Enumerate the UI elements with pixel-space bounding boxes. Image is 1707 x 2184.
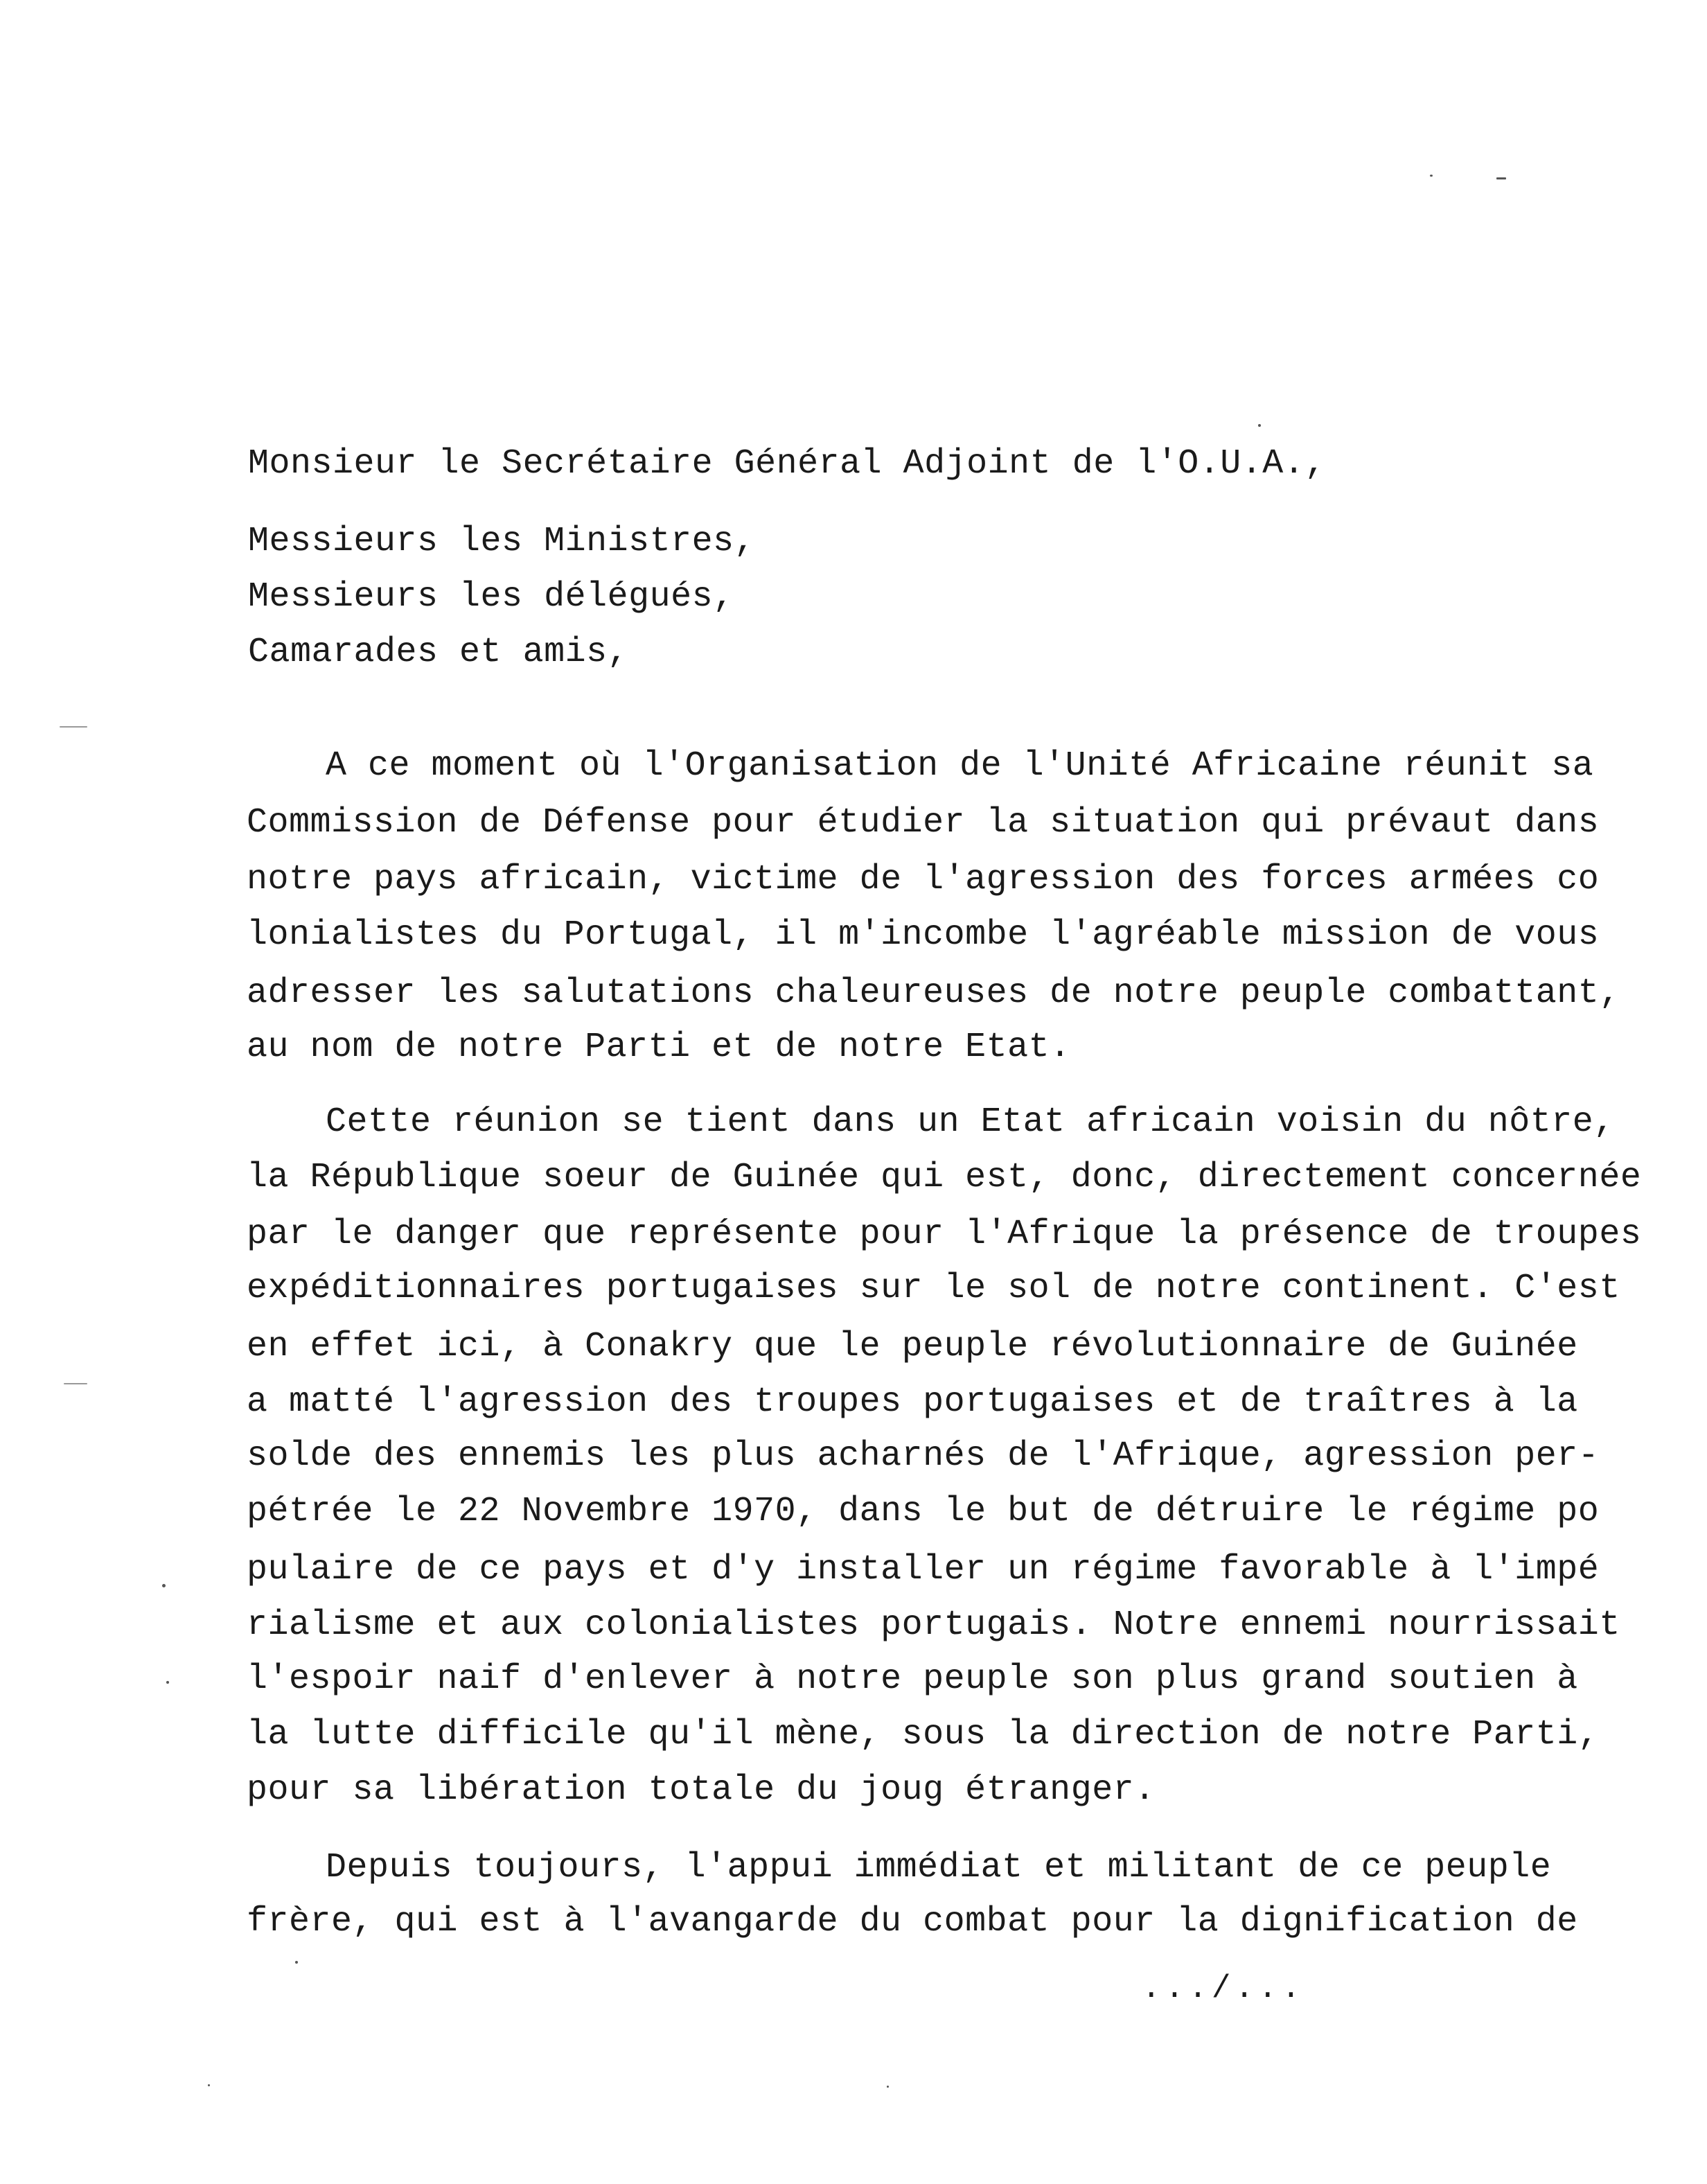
scan-speck	[208, 2084, 210, 2086]
paragraph-line: a matté l'agression des troupes portugaises et de traîtres à la	[247, 1382, 1578, 1422]
paragraph-line: par le danger que représente pour l'Afrique la présence de troupes	[247, 1215, 1642, 1254]
paragraph-line: la lutte difficile qu'il mène, sous la direction de notre Parti,	[247, 1715, 1600, 1754]
paragraph-line: notre pays africain, victime de l'agression des forces armées co	[247, 860, 1600, 899]
scan-speck	[1496, 177, 1506, 179]
paragraph-line: en effet ici, à Conakry que le peuple révolutionnaire de Guinée	[247, 1327, 1578, 1366]
paragraph-line: Commission de Défense pour étudier la situation qui prévaut dans	[247, 803, 1600, 843]
salutation-line: Camarades et amis,	[248, 633, 629, 672]
paragraph-line: la République soeur de Guinée qui est, donc, directement concernée	[247, 1158, 1642, 1197]
paragraph-line: frère, qui est à l'avangarde du combat pour la dignification de	[247, 1902, 1578, 1941]
scan-speck	[1430, 175, 1433, 177]
paragraph-line: A ce moment où l'Organisation de l'Unité Africaine réunit sa	[326, 746, 1594, 786]
scan-speck	[60, 726, 87, 728]
paragraph-line: Depuis toujours, l'appui immédiat et militant de ce peuple	[326, 1848, 1552, 1887]
scan-speck	[1258, 424, 1261, 427]
scan-speck	[64, 1383, 87, 1384]
scan-speck	[887, 2086, 889, 2088]
salutation-line: Messieurs les Ministres,	[248, 522, 756, 561]
paragraph-line: adresser les salutations chaleureuses de notre peuple combattant,	[247, 974, 1620, 1013]
paragraph-line: Cette réunion se tient dans un Etat africain voisin du nôtre,	[326, 1102, 1615, 1142]
paragraph-line: rialisme et aux colonialistes portugais. Notre ennemi nourrissait	[247, 1605, 1620, 1645]
paragraph-line: solde des ennemis les plus acharnés de l'Afrique, agression per-	[247, 1436, 1600, 1476]
paragraph-line: pétrée le 22 Novembre 1970, dans le but de détruire le régime po	[247, 1492, 1600, 1531]
salutation-line: Messieurs les délégués,	[248, 577, 734, 617]
salutation-line: Monsieur le Secrétaire Général Adjoint de l'O.U.A.,	[248, 444, 1326, 484]
paragraph-line: pulaire de ce pays et d'y installer un régime favorable à l'impé	[247, 1550, 1600, 1589]
scan-speck	[166, 1681, 169, 1684]
paragraph-line: expéditionnaires portugaises sur le sol de notre continent. C'est	[247, 1269, 1620, 1308]
paragraph-line: au nom de notre Parti et de notre Etat.	[247, 1028, 1071, 1067]
continuation-mark: .../...	[1142, 1971, 1305, 2007]
paragraph-line: pour sa libération totale du joug étranger.	[247, 1770, 1156, 1810]
scan-speck	[162, 1584, 166, 1587]
paragraph-line: lonialistes du Portugal, il m'incombe l'agréable mission de vous	[247, 915, 1600, 955]
scan-speck	[295, 1961, 298, 1964]
paragraph-line: l'espoir naif d'enlever à notre peuple son plus grand soutien à	[247, 1659, 1578, 1699]
